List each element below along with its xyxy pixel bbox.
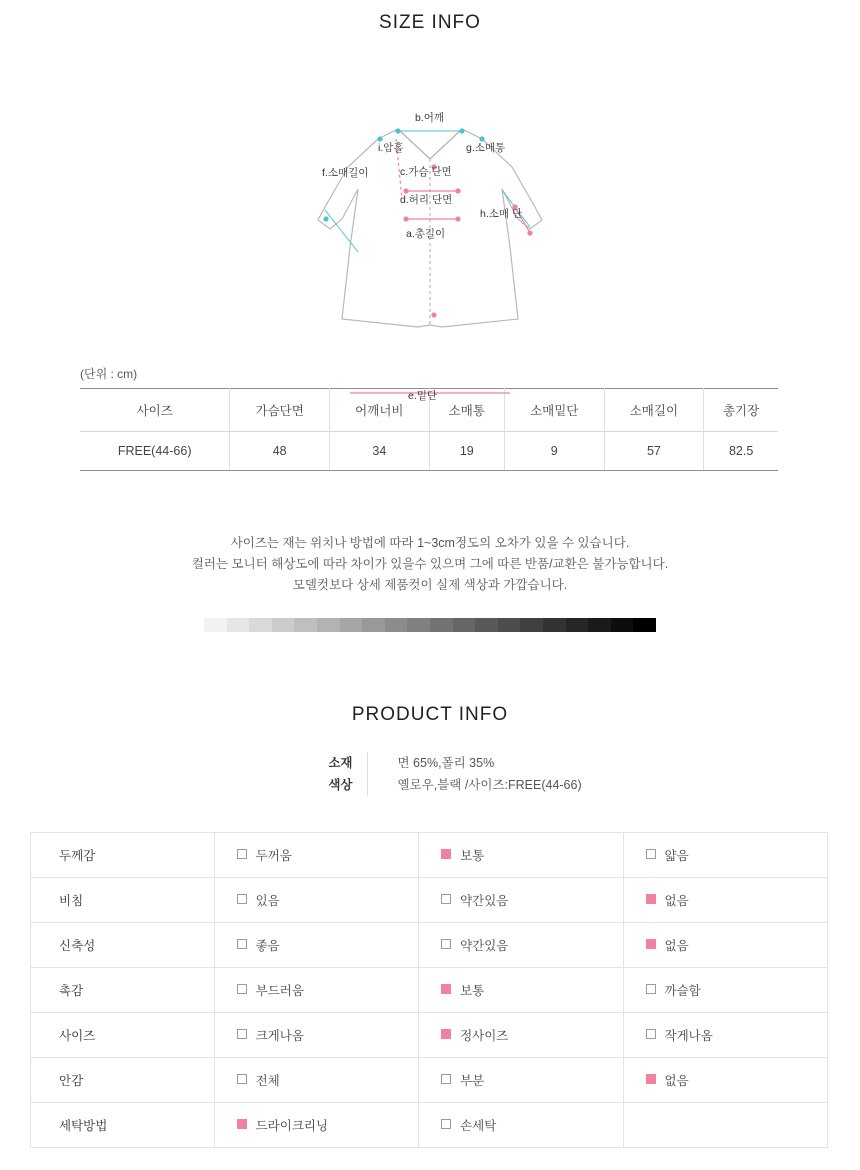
attribute-option-label: 약간있음 <box>460 893 509 908</box>
attribute-option[interactable] <box>419 832 623 877</box>
diagram-label-f: f.소매길이 <box>322 166 369 179</box>
checkbox-icon[interactable] <box>441 1119 451 1129</box>
checkbox-checked-icon[interactable] <box>441 984 451 994</box>
gradient-swatch <box>633 618 656 632</box>
grayscale-gradient-bar <box>204 618 656 632</box>
attribute-option-label: 없음 <box>664 938 689 953</box>
attribute-option-label: 까슬함 <box>664 983 701 998</box>
checkbox-icon[interactable] <box>646 849 656 859</box>
attribute-option[interactable] <box>623 1012 827 1057</box>
spec-value: 면 65%,폴리 35% <box>367 752 718 774</box>
attribute-option[interactable] <box>419 967 623 1012</box>
attribute-option[interactable] <box>623 967 827 1012</box>
checkbox-icon[interactable] <box>441 894 451 904</box>
attribute-option[interactable] <box>214 832 418 877</box>
gradient-swatch <box>204 618 227 632</box>
attribute-option[interactable] <box>623 922 827 967</box>
size-table-row <box>80 431 778 470</box>
attribute-option[interactable] <box>419 1012 623 1057</box>
checkbox-icon[interactable] <box>237 939 247 949</box>
size-table-cell: 57 <box>604 431 704 470</box>
checkbox-icon[interactable] <box>646 984 656 994</box>
notice-line: 컬러는 모니터 해상도에 따라 차이가 있을수 있으며 그에 따른 반품/교환은 불가능합니다. <box>191 556 669 571</box>
checkbox-icon[interactable] <box>237 1074 247 1084</box>
diagram-label-g: g.소매통 <box>466 141 506 154</box>
gradient-swatch <box>611 618 634 632</box>
gradient-swatch <box>588 618 611 632</box>
gradient-swatch <box>407 618 430 632</box>
attribute-option-label: 얇음 <box>664 848 689 863</box>
gradient-swatch <box>498 618 521 632</box>
attribute-option-label: 두꺼움 <box>255 848 292 863</box>
garment-diagram-svg <box>230 47 630 402</box>
size-table-cell: FREE(44-66) <box>80 431 230 470</box>
attribute-row <box>31 1057 828 1102</box>
diagram-label-h: h.소매 단 <box>480 207 523 220</box>
attribute-option-label: 크게나옴 <box>255 1028 304 1043</box>
size-info-title: SIZE INFO <box>379 12 481 33</box>
size-table-header-cell: 소매길이 <box>604 388 704 431</box>
gradient-swatch <box>543 618 566 632</box>
attribute-row <box>31 877 828 922</box>
attribute-option-label: 전체 <box>255 1073 280 1088</box>
checkbox-icon[interactable] <box>237 849 247 859</box>
attribute-option[interactable] <box>214 877 418 922</box>
checkbox-icon[interactable] <box>237 984 247 994</box>
size-table-header-cell: 소매통 <box>429 388 504 431</box>
spec-row <box>0 774 860 796</box>
attribute-label: 비침 <box>31 877 215 922</box>
attribute-option-label: 약간있음 <box>460 938 509 953</box>
attribute-row <box>31 922 828 967</box>
attribute-label: 신축성 <box>31 922 215 967</box>
attribute-option-label: 정사이즈 <box>460 1028 509 1043</box>
attribute-option-empty <box>623 1102 827 1147</box>
checkbox-icon[interactable] <box>237 1029 247 1039</box>
size-table-header-cell: 총기장 <box>704 388 778 431</box>
attribute-option[interactable] <box>214 1057 418 1102</box>
attribute-label: 안감 <box>31 1057 215 1102</box>
attribute-option-label: 부드러움 <box>255 983 304 998</box>
size-table-header-cell: 가슴단면 <box>230 388 330 431</box>
checkbox-checked-icon[interactable] <box>646 1074 656 1084</box>
gradient-swatch <box>340 618 363 632</box>
diagram-label-e: e.밑단 <box>408 389 438 402</box>
attribute-label: 세탁방법 <box>31 1102 215 1147</box>
attribute-option[interactable] <box>419 922 623 967</box>
attribute-option[interactable] <box>214 1012 418 1057</box>
attribute-option-label: 없음 <box>664 893 689 908</box>
attribute-row <box>31 967 828 1012</box>
checkbox-icon[interactable] <box>646 1029 656 1039</box>
gradient-swatch <box>317 618 340 632</box>
attribute-option[interactable] <box>623 832 827 877</box>
product-info-title: PRODUCT INFO <box>351 703 509 725</box>
size-table-header-cell: 소매밑단 <box>504 388 604 431</box>
size-notice <box>0 533 860 596</box>
gradient-swatch <box>520 618 543 632</box>
attribute-row <box>31 1012 828 1057</box>
gradient-swatch <box>362 618 385 632</box>
attribute-table <box>30 832 828 1148</box>
attribute-option[interactable] <box>419 877 623 922</box>
gradient-swatch <box>430 618 453 632</box>
gradient-swatch <box>227 618 250 632</box>
checkbox-checked-icon[interactable] <box>441 849 451 859</box>
attribute-option-label: 손세탁 <box>460 1118 497 1133</box>
attribute-option-label: 좋음 <box>255 938 280 953</box>
checkbox-icon[interactable] <box>237 894 247 904</box>
attribute-row <box>31 832 828 877</box>
attribute-option-label: 부분 <box>460 1073 485 1088</box>
gradient-swatch <box>475 618 498 632</box>
attribute-label: 두께감 <box>31 832 215 877</box>
diagram-label-d: d.허리 단면 <box>400 193 453 206</box>
gradient-swatch <box>249 618 272 632</box>
checkbox-icon[interactable] <box>441 1074 451 1084</box>
gradient-swatch <box>566 618 589 632</box>
unit-label: (단위 : cm) <box>80 366 138 381</box>
size-table-cell: 82.5 <box>704 431 778 470</box>
checkbox-checked-icon[interactable] <box>441 1029 451 1039</box>
checkbox-checked-icon[interactable] <box>646 894 656 904</box>
spec-key: 소재 <box>328 755 353 770</box>
attribute-option-label: 작게나옴 <box>664 1028 713 1043</box>
size-table-cell: 19 <box>429 431 504 470</box>
size-table-header-cell: 어깨너비 <box>330 388 430 431</box>
gradient-swatch <box>453 618 476 632</box>
attribute-option[interactable] <box>419 1102 623 1147</box>
attribute-label: 촉감 <box>31 967 215 1012</box>
gradient-swatch <box>385 618 408 632</box>
spec-value: 옐로우,블랙 /사이즈:FREE(44-66) <box>367 774 718 796</box>
notice-line: 사이즈는 재는 위치나 방법에 따라 1~3cm정도의 오차가 있을 수 있습니다. <box>230 535 630 550</box>
attribute-option-label: 드라이크리닝 <box>255 1118 329 1133</box>
attribute-option-label: 보통 <box>460 848 485 863</box>
diagram-label-c: c.가슴 단면 <box>400 165 452 178</box>
notice-line: 모델컷보다 상세 제품컷이 실제 색상과 가깝습니다. <box>292 577 568 592</box>
attribute-option[interactable] <box>623 1057 827 1102</box>
attribute-option[interactable] <box>419 1057 623 1102</box>
spec-key: 색상 <box>328 777 353 792</box>
attribute-option[interactable] <box>214 922 418 967</box>
size-table-cell: 48 <box>230 431 330 470</box>
spec-row <box>0 752 860 774</box>
checkbox-checked-icon[interactable] <box>646 939 656 949</box>
size-table-cell: 34 <box>330 431 430 470</box>
checkbox-icon[interactable] <box>441 939 451 949</box>
gradient-swatch <box>294 618 317 632</box>
diagram-label-a: a.총길이 <box>406 227 446 240</box>
attribute-option[interactable] <box>214 1102 418 1147</box>
attribute-option[interactable] <box>214 967 418 1012</box>
attribute-label: 사이즈 <box>31 1012 215 1057</box>
size-table-header-cell: 사이즈 <box>80 388 230 431</box>
size-table-cell: 9 <box>504 431 604 470</box>
attribute-option[interactable] <box>623 877 827 922</box>
diagram-label-b: b.어깨 <box>415 111 445 124</box>
diagram-label-i: i.암홀 <box>378 141 404 154</box>
checkbox-checked-icon[interactable] <box>237 1119 247 1129</box>
spec-list <box>0 752 860 796</box>
gradient-swatch <box>272 618 295 632</box>
attribute-option-label: 없음 <box>664 1073 689 1088</box>
attribute-option-label: 보통 <box>460 983 485 998</box>
attribute-option-label: 있음 <box>255 893 280 908</box>
attribute-row <box>31 1102 828 1147</box>
